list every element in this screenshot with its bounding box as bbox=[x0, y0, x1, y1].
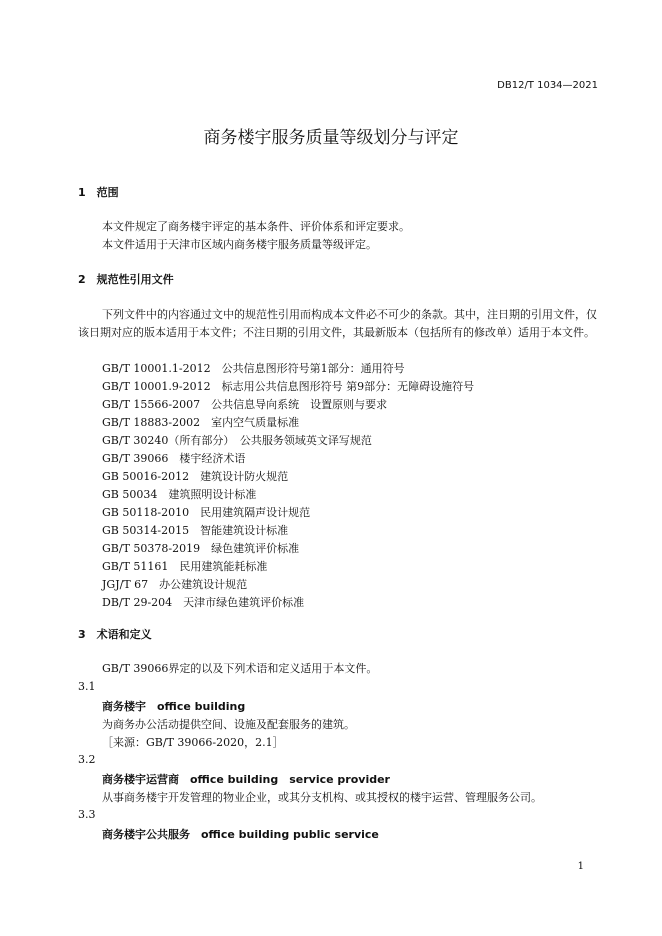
term-number: 3.3 bbox=[78, 808, 96, 821]
section-heading-scope: 1 范围 bbox=[78, 186, 119, 199]
section-heading-terms: 3 术语和定义 bbox=[78, 628, 152, 641]
section-heading-references: 2 规范性引用文件 bbox=[78, 273, 174, 286]
terms-intro: GB/T 39066界定的以及下列术语和定义适用于本文件。 bbox=[102, 662, 378, 675]
reference-item: DB/T 29-204 天津市绿色建筑评价标准 bbox=[102, 596, 305, 609]
term-title: 商务楼宇公共服务 office building public service bbox=[102, 828, 379, 841]
paragraph: 本文件规定了商务楼宇评定的基本条件、评价体系和评定要求。 bbox=[102, 220, 410, 233]
page-number: 1 bbox=[577, 861, 584, 872]
reference-item: GB/T 10001.9-2012 标志用公共信息图形符号 第9部分：无障碍设施符号 bbox=[102, 380, 475, 393]
term-number: 3.2 bbox=[78, 753, 96, 766]
term-definition: 为商务办公活动提供空间、设施及配套服务的建筑。 bbox=[102, 718, 355, 731]
term-number: 3.1 bbox=[78, 680, 96, 693]
reference-item: GB/T 39066 楼宇经济术语 bbox=[102, 452, 246, 465]
reference-item: GB/T 15566-2007 公共信息导向系统 设置原则与要求 bbox=[102, 398, 388, 411]
reference-item: GB 50016-2012 建筑设计防火规范 bbox=[102, 470, 289, 483]
reference-item: GB 50118-2010 民用建筑隔声设计规范 bbox=[102, 506, 311, 519]
term-title: 商务楼宇 office building bbox=[102, 700, 246, 713]
reference-item: GB/T 50378-2019 绿色建筑评价标准 bbox=[102, 542, 300, 555]
document-title: 商务楼宇服务质量等级划分与评定 bbox=[203, 128, 459, 148]
reference-item: JGJ/T 67 办公建筑设计规范 bbox=[102, 578, 248, 591]
reference-item: GB/T 51161 民用建筑能耗标准 bbox=[102, 560, 268, 573]
term-definition: 从事商务楼宇开发管理的物业企业，或其分支机构、或其授权的楼宇运营、管理服务公司。 bbox=[102, 791, 542, 804]
term-title: 商务楼宇运营商 office building service provider bbox=[102, 773, 390, 786]
reference-item: GB/T 10001.1-2012 公共信息图形符号第1部分：通用符号 bbox=[102, 362, 405, 375]
reference-item: GB/T 18883-2002 室内空气质量标准 bbox=[102, 416, 300, 429]
term-source: ［来源：GB/T 39066-2020，2.1］ bbox=[102, 736, 284, 749]
references-intro: 下列文件中的内容通过文中的规范性引用而构成本文件必不可少的条款。其中，注日期的引用文件，仅该日期对应的版本适用于本文件；不注日期的引用文件，其最新版本（包括所有的修改单）适用于本文件。 bbox=[78, 308, 597, 339]
reference-item: GB 50314-2015 智能建筑设计标准 bbox=[102, 524, 289, 537]
document-number: DB12/T 1034—2021 bbox=[497, 80, 598, 91]
reference-item: GB/T 30240（所有部分） 公共服务领域英文译写规范 bbox=[102, 434, 372, 447]
paragraph: 本文件适用于天津市区域内商务楼宇服务质量等级评定。 bbox=[102, 238, 377, 251]
reference-item: GB 50034 建筑照明设计标准 bbox=[102, 488, 257, 501]
